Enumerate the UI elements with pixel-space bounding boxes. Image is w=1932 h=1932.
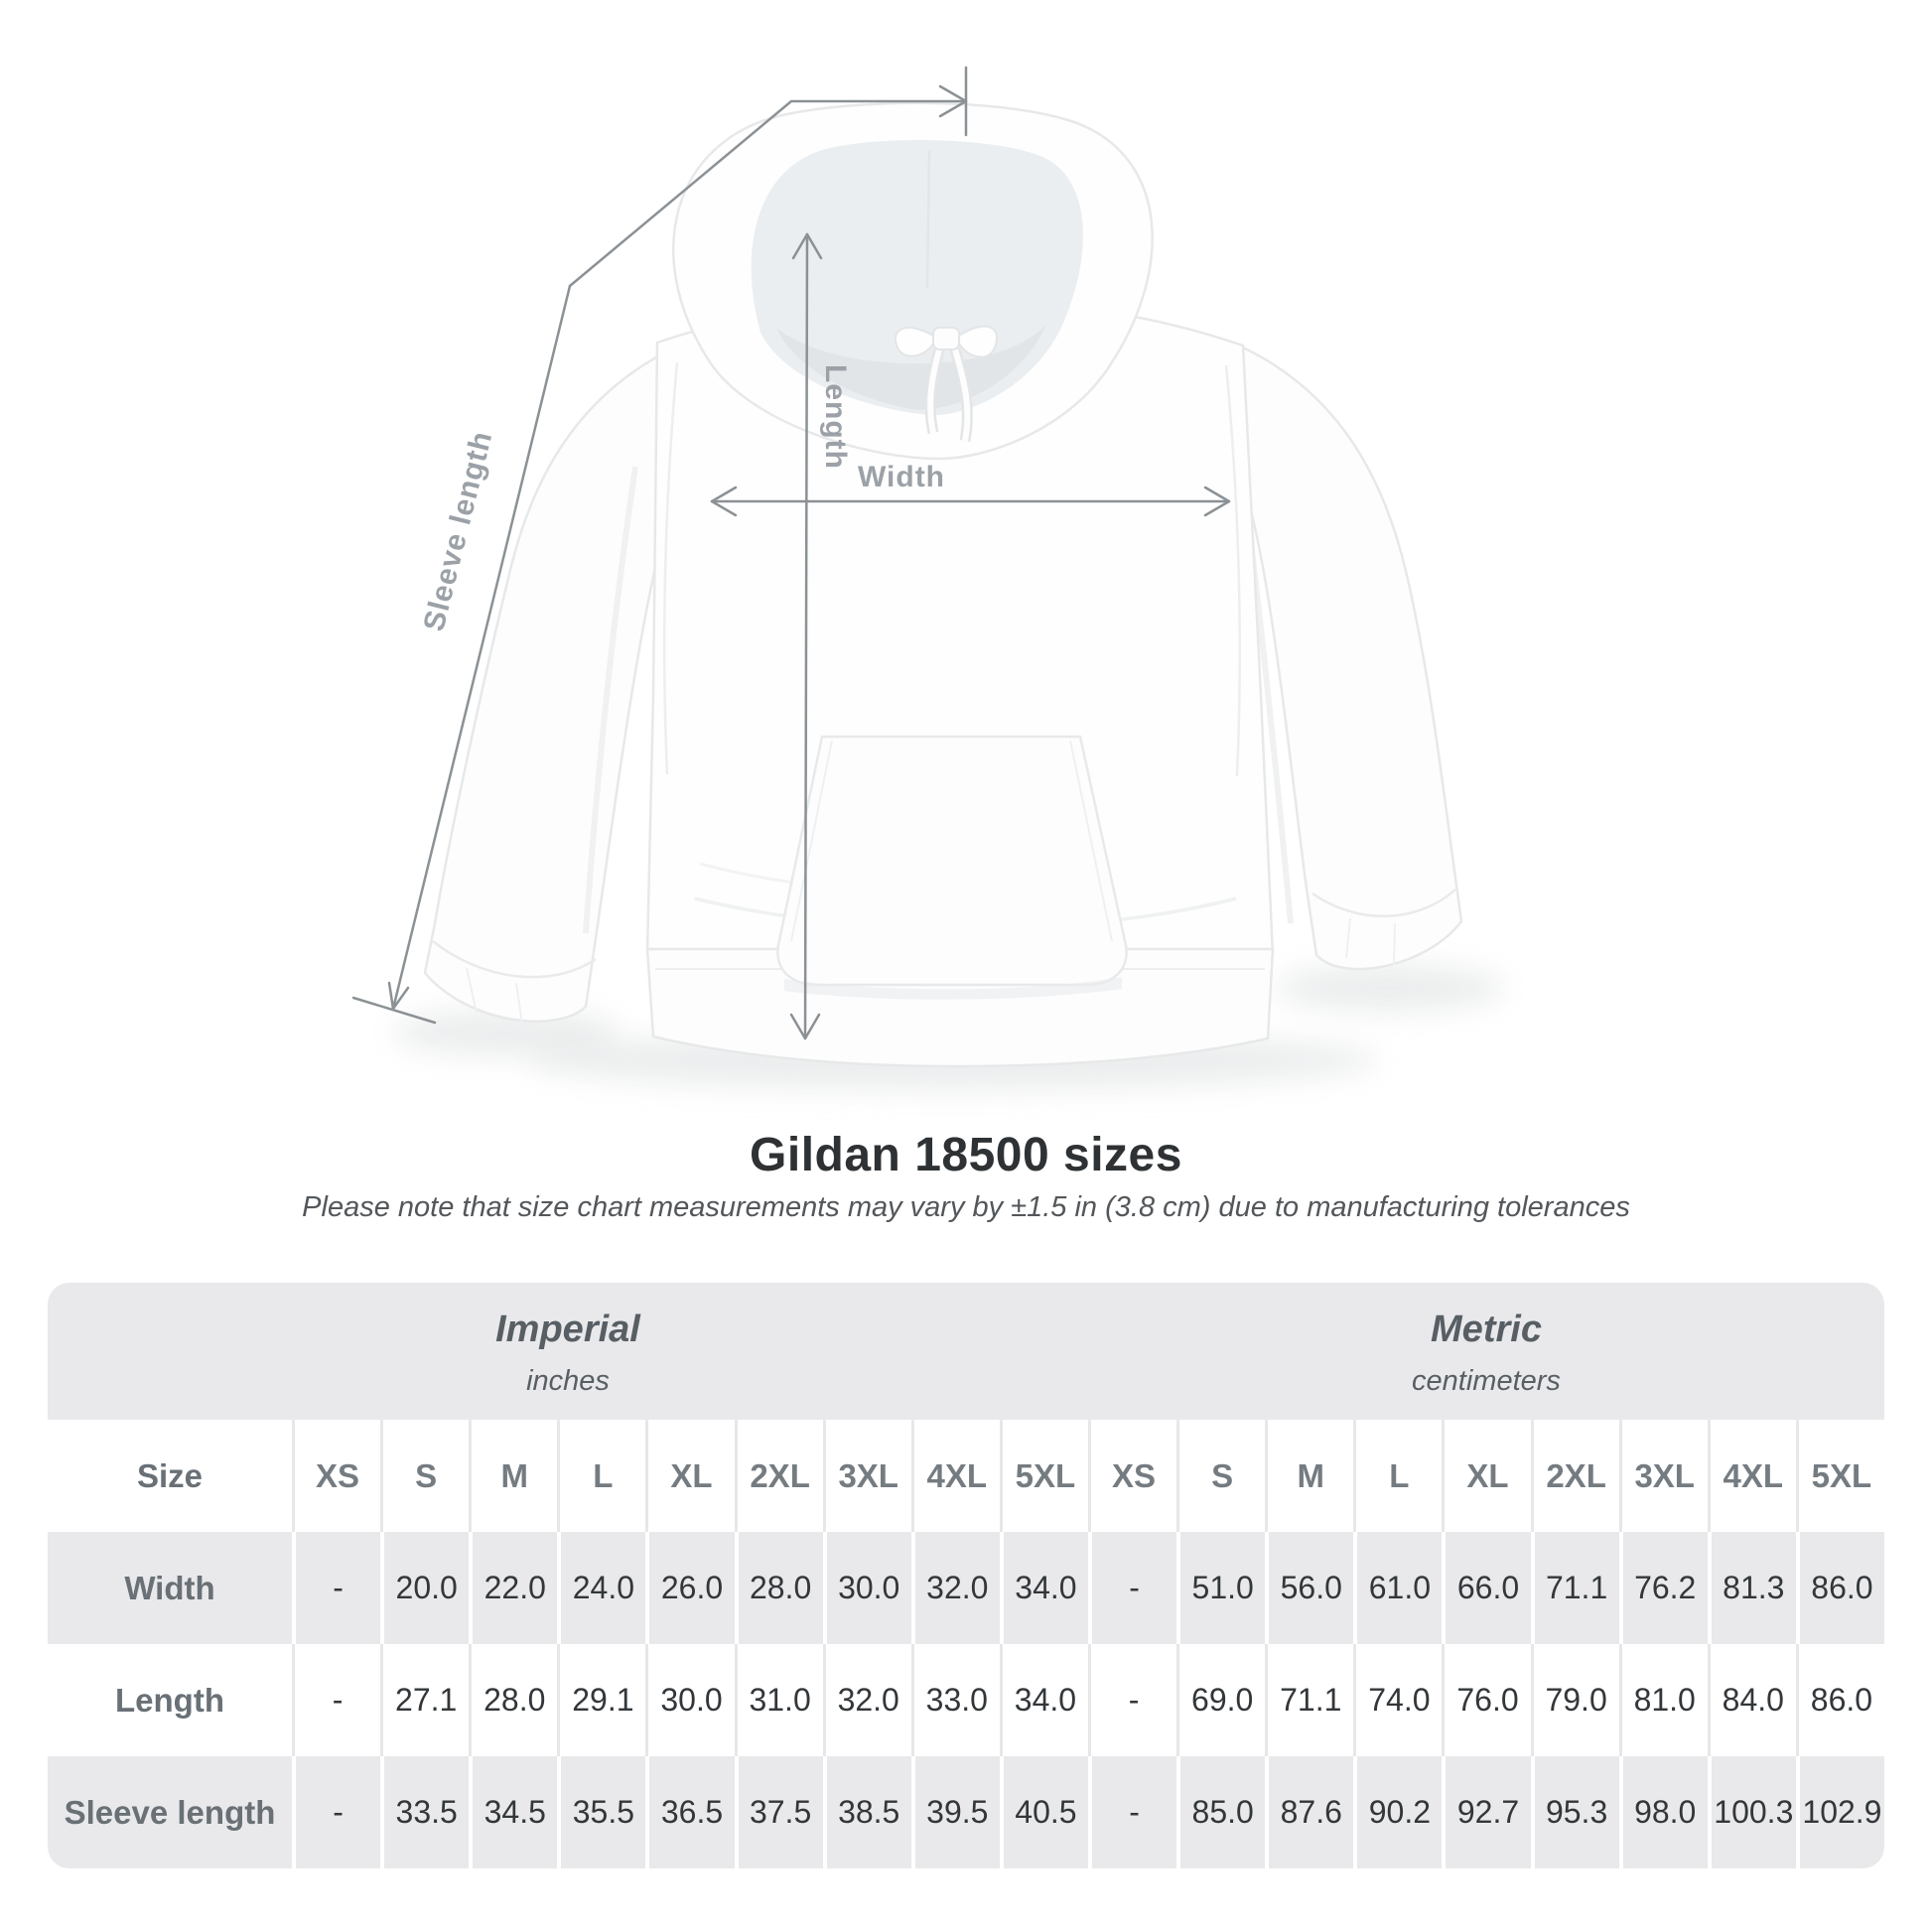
cell-length-metric-4xl: 84.0 — [1708, 1644, 1796, 1756]
cell-sleeve-length-metric-m: 87.6 — [1265, 1756, 1353, 1868]
cell-sleeve-length-imperial-4xl: 39.5 — [911, 1756, 1000, 1868]
cell-width-metric-m: 56.0 — [1265, 1532, 1353, 1644]
cell-length-imperial-s: 27.1 — [380, 1644, 469, 1756]
size-header-metric-5xl: 5XL — [1796, 1420, 1884, 1532]
cell-sleeve-length-metric-l: 90.2 — [1353, 1756, 1442, 1868]
cell-sleeve-length-imperial-2xl: 37.5 — [735, 1756, 823, 1868]
cell-sleeve-length-metric-2xl: 95.3 — [1531, 1756, 1619, 1868]
length-measure-label: Length — [819, 364, 852, 470]
cell-sleeve-length-imperial-xl: 36.5 — [645, 1756, 734, 1868]
size-header-imperial-2xl: 2XL — [735, 1420, 823, 1532]
sleeve-length-measure-label: Sleeve length — [417, 427, 499, 635]
cell-width-imperial-l: 24.0 — [557, 1532, 645, 1644]
cell-sleeve-length-metric-3xl: 98.0 — [1619, 1756, 1708, 1868]
page-title: Gildan 18500 sizes — [750, 1129, 1182, 1181]
cell-length-imperial-xs: - — [292, 1644, 380, 1756]
cell-width-metric-xs: - — [1088, 1532, 1176, 1644]
cell-sleeve-length-imperial-l: 35.5 — [557, 1756, 645, 1868]
cell-length-imperial-5xl: 34.0 — [1000, 1644, 1088, 1756]
size-header-imperial-l: L — [557, 1420, 645, 1532]
cell-sleeve-length-metric-5xl: 102.9 — [1796, 1756, 1884, 1868]
cell-length-imperial-xl: 30.0 — [645, 1644, 734, 1756]
tolerance-note: Please note that size chart measurements may vary by ±1.5 in (3.8 cm) due to manufacturing tolerances — [302, 1191, 1630, 1223]
cell-width-imperial-xs: - — [292, 1532, 380, 1644]
size-header-metric-3xl: 3XL — [1619, 1420, 1708, 1532]
cell-length-metric-l: 74.0 — [1353, 1644, 1442, 1756]
right-sleeve — [1239, 347, 1461, 969]
cell-width-metric-2xl: 71.1 — [1531, 1532, 1619, 1644]
imperial-unit-label: inches — [526, 1365, 610, 1397]
size-header-imperial-5xl: 5XL — [1000, 1420, 1088, 1532]
cell-width-metric-4xl: 81.3 — [1708, 1532, 1796, 1644]
cell-sleeve-length-metric-4xl: 100.3 — [1708, 1756, 1796, 1868]
size-header-metric-l: L — [1353, 1420, 1442, 1532]
metric-label: Metric — [1431, 1309, 1542, 1350]
unit-header-band — [48, 1283, 1884, 1420]
cell-sleeve-length-imperial-m: 34.5 — [469, 1756, 557, 1868]
metric-group-header — [1088, 1283, 1884, 1420]
cell-width-metric-l: 61.0 — [1353, 1532, 1442, 1644]
size-header-metric-4xl: 4XL — [1708, 1420, 1796, 1532]
cell-length-metric-3xl: 81.0 — [1619, 1644, 1708, 1756]
table-row-width — [48, 1532, 1884, 1644]
cell-sleeve-length-metric-xl: 92.7 — [1442, 1756, 1530, 1868]
cell-width-imperial-m: 22.0 — [469, 1532, 557, 1644]
size-table — [48, 1283, 1884, 1868]
cell-length-metric-xl: 76.0 — [1442, 1644, 1530, 1756]
cell-width-metric-3xl: 76.2 — [1619, 1532, 1708, 1644]
size-table-rows — [48, 1420, 1884, 1868]
cell-length-imperial-4xl: 33.0 — [911, 1644, 1000, 1756]
size-header-metric-s: S — [1176, 1420, 1265, 1532]
kangaroo-pocket — [777, 737, 1126, 985]
cell-length-metric-m: 71.1 — [1265, 1644, 1353, 1756]
hoodie-illustration — [392, 103, 1504, 1090]
table-row-length — [48, 1644, 1884, 1756]
cell-width-metric-xl: 66.0 — [1442, 1532, 1530, 1644]
cell-length-imperial-m: 28.0 — [469, 1644, 557, 1756]
cell-length-imperial-l: 29.1 — [557, 1644, 645, 1756]
cell-width-metric-s: 51.0 — [1176, 1532, 1265, 1644]
metric-unit-label: centimeters — [1412, 1365, 1561, 1397]
size-header-imperial-3xl: 3XL — [823, 1420, 911, 1532]
size-header-imperial-4xl: 4XL — [911, 1420, 1000, 1532]
row-label-sleeve-length: Sleeve length — [64, 1793, 276, 1831]
size-header-imperial-m: M — [469, 1420, 557, 1532]
cell-sleeve-length-metric-xs: - — [1088, 1756, 1176, 1868]
cell-width-imperial-2xl: 28.0 — [735, 1532, 823, 1644]
width-measure-label: Width — [857, 461, 946, 493]
cell-width-imperial-xl: 26.0 — [645, 1532, 734, 1644]
cell-width-imperial-4xl: 32.0 — [911, 1532, 1000, 1644]
cell-width-imperial-s: 20.0 — [380, 1532, 469, 1644]
cell-sleeve-length-imperial-s: 33.5 — [380, 1756, 469, 1868]
cell-length-metric-2xl: 79.0 — [1531, 1644, 1619, 1756]
cell-length-imperial-2xl: 31.0 — [735, 1644, 823, 1756]
size-header-imperial-xl: XL — [645, 1420, 734, 1532]
imperial-group-header — [48, 1283, 1088, 1420]
size-header-imperial-s: S — [380, 1420, 469, 1532]
row-label-width: Width — [124, 1569, 215, 1606]
size-column-header: Size — [136, 1456, 204, 1494]
cell-length-metric-xs: - — [1088, 1644, 1176, 1756]
size-header-metric-m: M — [1265, 1420, 1353, 1532]
imperial-label: Imperial — [495, 1309, 640, 1350]
cell-sleeve-length-imperial-xs: - — [292, 1756, 380, 1868]
cell-width-metric-5xl: 86.0 — [1796, 1532, 1884, 1644]
right-cuff-shadow — [1276, 964, 1504, 1012]
size-header-metric-xl: XL — [1442, 1420, 1530, 1532]
size-header-metric-xs: XS — [1088, 1420, 1176, 1532]
table-row-sleeve-length — [48, 1756, 1884, 1868]
cell-width-imperial-3xl: 30.0 — [823, 1532, 911, 1644]
size-header-imperial-xs: XS — [292, 1420, 380, 1532]
cell-sleeve-length-imperial-5xl: 40.5 — [1000, 1756, 1088, 1868]
cell-length-metric-s: 69.0 — [1176, 1644, 1265, 1756]
size-header-metric-2xl: 2XL — [1531, 1420, 1619, 1532]
cell-width-imperial-5xl: 34.0 — [1000, 1532, 1088, 1644]
cell-length-imperial-3xl: 32.0 — [823, 1644, 911, 1756]
size-header-row — [48, 1420, 1884, 1532]
cell-sleeve-length-metric-s: 85.0 — [1176, 1756, 1265, 1868]
cell-sleeve-length-imperial-3xl: 38.5 — [823, 1756, 911, 1868]
row-label-length: Length — [115, 1681, 224, 1719]
cell-length-metric-5xl: 86.0 — [1796, 1644, 1884, 1756]
